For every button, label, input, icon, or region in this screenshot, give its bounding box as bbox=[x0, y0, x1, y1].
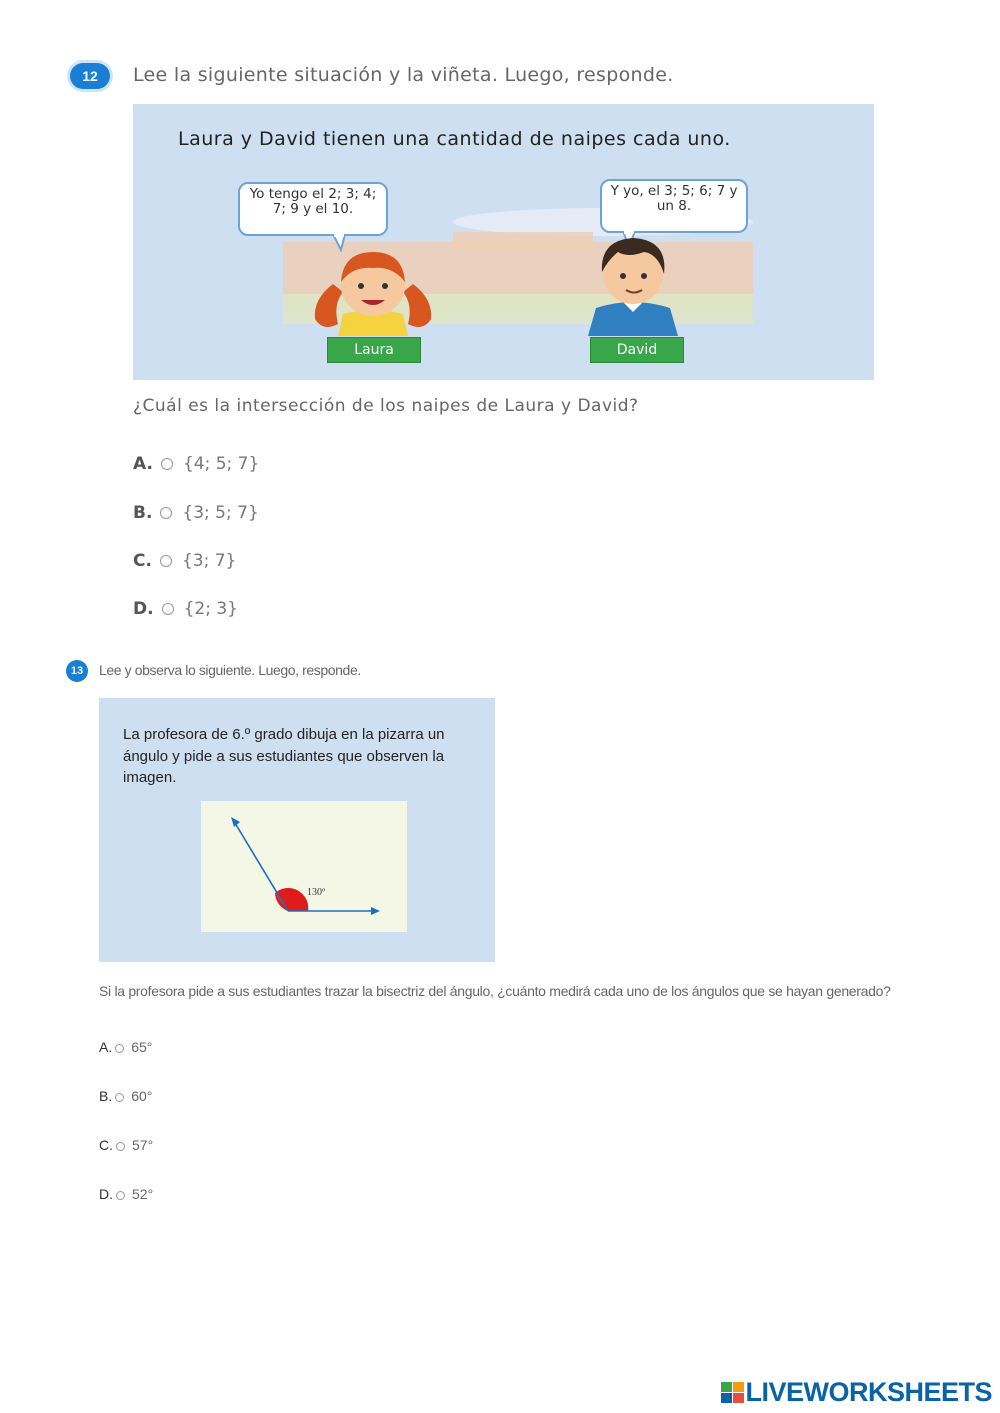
illustration-panel bbox=[99, 698, 495, 962]
david-label: David bbox=[590, 337, 684, 363]
option-b[interactable] bbox=[99, 1088, 152, 1104]
question-text: Si la profesora pide a sus estudiantes trazar la bisectriz del ángulo, ¿cuánto medirá cada uno de los ángulos que se hayan generado? bbox=[99, 983, 891, 999]
question-number-badge: 12 bbox=[70, 63, 110, 89]
option-letter: B. bbox=[133, 503, 153, 523]
question-number-badge: 13 bbox=[66, 660, 88, 682]
option-d[interactable] bbox=[99, 1186, 153, 1202]
option-letter: C. bbox=[99, 1137, 113, 1153]
panel-text: La profesora de 6.º grado dibuja en la pizarra un ángulo y pide a sus estudiantes que observen la imagen. bbox=[123, 726, 445, 786]
option-d[interactable] bbox=[133, 599, 238, 619]
radio-button[interactable] bbox=[162, 603, 174, 615]
option-a[interactable] bbox=[99, 1039, 152, 1055]
option-text: {3; 5; 7} bbox=[182, 503, 259, 523]
option-letter: D. bbox=[133, 599, 154, 619]
question-prompt: Lee y observa lo siguiente. Luego, responde. bbox=[99, 662, 361, 678]
radio-button[interactable] bbox=[115, 1093, 124, 1102]
question-prompt: Lee la siguiente situación y la viñeta. Luego, responde. bbox=[133, 64, 674, 86]
brand-name: LIVEWORKSHEETS bbox=[745, 1377, 992, 1407]
option-text: {2; 3} bbox=[183, 599, 238, 619]
option-text: 65° bbox=[131, 1039, 153, 1055]
option-text: {4; 5; 7} bbox=[182, 454, 260, 474]
angle-diagram bbox=[201, 801, 407, 932]
option-text: 60° bbox=[131, 1088, 153, 1104]
liveworksheets-logo bbox=[721, 1377, 992, 1408]
option-letter: B. bbox=[99, 1088, 113, 1104]
illustration-panel bbox=[133, 104, 874, 380]
radio-button[interactable] bbox=[115, 1044, 124, 1053]
option-letter: D. bbox=[99, 1186, 113, 1202]
logo-icon bbox=[721, 1382, 745, 1404]
radio-button[interactable] bbox=[116, 1191, 125, 1200]
option-letter: A. bbox=[99, 1039, 113, 1055]
angle-drawing bbox=[201, 801, 407, 932]
panel-title: Laura y David tienen una cantidad de naipes cada uno. bbox=[178, 128, 731, 150]
option-b[interactable] bbox=[133, 503, 259, 523]
laura-illustration bbox=[303, 244, 443, 336]
option-letter: C. bbox=[133, 551, 152, 571]
option-c[interactable] bbox=[99, 1137, 153, 1153]
option-text: 57° bbox=[132, 1137, 154, 1153]
laura-label: Laura bbox=[327, 337, 421, 363]
option-a[interactable] bbox=[133, 454, 259, 474]
option-letter: A. bbox=[133, 454, 153, 474]
radio-button[interactable] bbox=[160, 507, 172, 519]
david-illustration bbox=[578, 232, 688, 336]
laura-speech-bubble: Yo tengo el 2; 3; 4; 7; 9 y el 10. bbox=[238, 182, 388, 236]
radio-button[interactable] bbox=[161, 458, 173, 470]
option-text: 52° bbox=[132, 1186, 154, 1202]
option-c[interactable] bbox=[133, 551, 236, 571]
question-text: ¿Cuál es la intersección de los naipes de Laura y David? bbox=[133, 396, 639, 416]
radio-button[interactable] bbox=[160, 555, 172, 567]
angle-label: 130º bbox=[307, 887, 326, 898]
option-text: {3; 7} bbox=[181, 551, 237, 571]
radio-button[interactable] bbox=[116, 1142, 125, 1151]
david-speech-bubble: Y yo, el 3; 5; 6; 7 y un 8. bbox=[600, 179, 748, 233]
